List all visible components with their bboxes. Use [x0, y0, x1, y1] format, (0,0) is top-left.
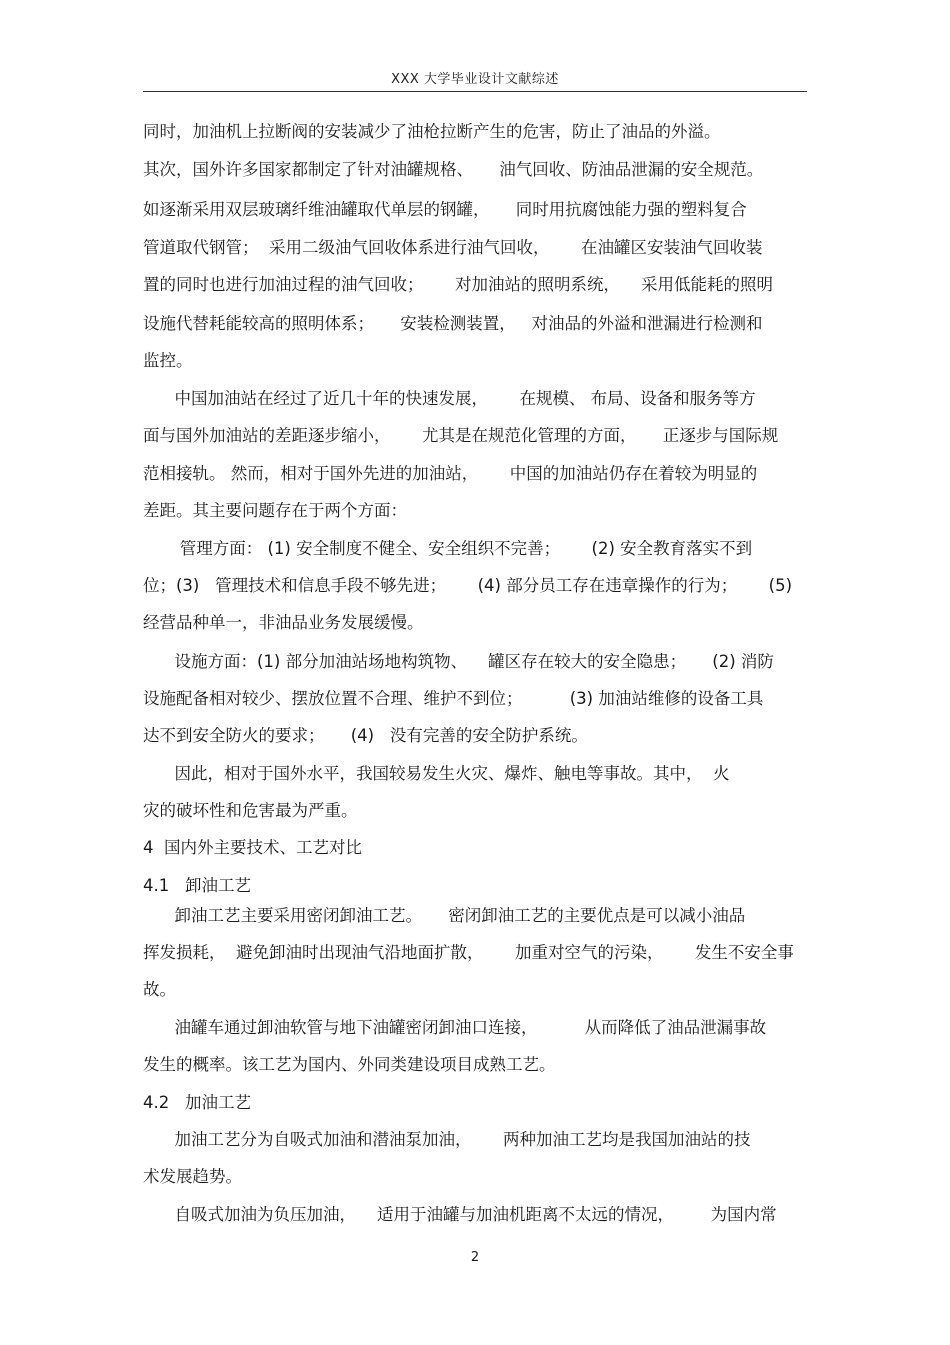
text-line: 自吸式加油为负压加油， 适用于油罐与加油机距离不太远的情况， 为国内常	[143, 1205, 777, 1224]
text-line: 挥发损耗， 避免卸油时出现油气沿地面扩散， 加重对空气的污染， 发生不安全事	[143, 943, 794, 962]
text-line: 差距。其主要问题存在于两个方面：	[143, 501, 407, 520]
text-line: 设施代替耗能较高的照明体系； 安装检测装置， 对油品的外溢和泄漏进行检测和	[143, 314, 763, 333]
text-line: 其次，国外许多国家都制定了针对油罐规格、 油气回收、防油品泄漏的安全规范。	[143, 160, 764, 179]
text-line: 因此，相对于国外水平，我国较易发生火灾、爆炸、触电等事故。其中， 火	[143, 764, 730, 783]
text-line: 范相接轨。 然而，相对于国外先进的加油站， 中国的加油站仍存在着较为明显的	[143, 464, 758, 483]
text-line: 故。	[143, 980, 176, 999]
subsection-heading: 4.2 加油工艺	[143, 1093, 251, 1112]
text-line: 同时，加油机上拉断阀的安装减少了油枪拉断产生的危害，防止了油品的外溢。	[143, 122, 721, 141]
subsection-heading: 4.1 卸油工艺	[143, 876, 251, 895]
text-line: 位；(3) 管理技术和信息手段不够先进； (4) 部分员工存在违章操作的行为； (5)	[143, 576, 793, 595]
text-line: 管道取代钢管； 采用二级油气回收体系进行油气回收， 在油罐区安装油气回收装	[143, 238, 763, 257]
text-line: 卸油工艺主要采用密闭卸油工艺。 密闭卸油工艺的主要优点是可以减小油品	[143, 906, 746, 925]
text-line: 面与国外加油站的差距逐步缩小， 尤其是在规范化管理的方面， 正逐步与国际规	[143, 426, 779, 445]
page-number: 2	[470, 1250, 480, 1265]
text-line: 灾的破坏性和危害最为严重。	[143, 801, 358, 820]
text-line: 术发展趋势。	[143, 1167, 242, 1186]
text-line: 发生的概率。该工艺为国内、外同类建设项目成熟工艺。	[143, 1055, 556, 1074]
text-line: 加油工艺分为自吸式加油和潜油泵加油， 两种加油工艺均是我国加油站的技	[143, 1130, 751, 1149]
text-line: 管理方面： (1) 安全制度不健全、安全组织不完善； (2) 安全教育落实不到	[143, 539, 753, 558]
header-title: XXX 大学毕业设计文献综述	[391, 72, 559, 87]
text-line: 油罐车通过卸油软管与地下油罐密闭卸油口连接， 从而降低了油品泄漏事故	[143, 1018, 767, 1037]
header-divider	[143, 91, 807, 92]
text-line: 设施方面：(1) 部分加油站场地构筑物、 罐区存在较大的安全隐患； (2) 消防	[143, 652, 774, 671]
text-line: 经营品种单一，非油品业务发展缓慢。	[143, 613, 424, 632]
text-line: 监控。	[143, 351, 193, 370]
text-line: 达不到安全防火的要求； (4) 没有完善的安全防护系统。	[143, 726, 588, 745]
text-line: 中国加油站在经过了近几十年的快速发展， 在规模、 布局、设备和服务等方	[143, 389, 756, 408]
section-heading: 4 国内外主要技术、工艺对比	[143, 838, 362, 857]
text-line: 设施配备相对较少、摆放位置不合理、维护不到位； (3) 加油站维修的设备工具	[143, 689, 764, 708]
text-line: 如逐渐采用双层玻璃纤维油罐取代单层的钢罐， 同时用抗腐蚀能力强的塑料复合	[143, 200, 747, 219]
text-line: 置的同时也进行加油过程的油气回收； 对加油站的照明系统， 采用低能耗的照明	[143, 275, 773, 294]
